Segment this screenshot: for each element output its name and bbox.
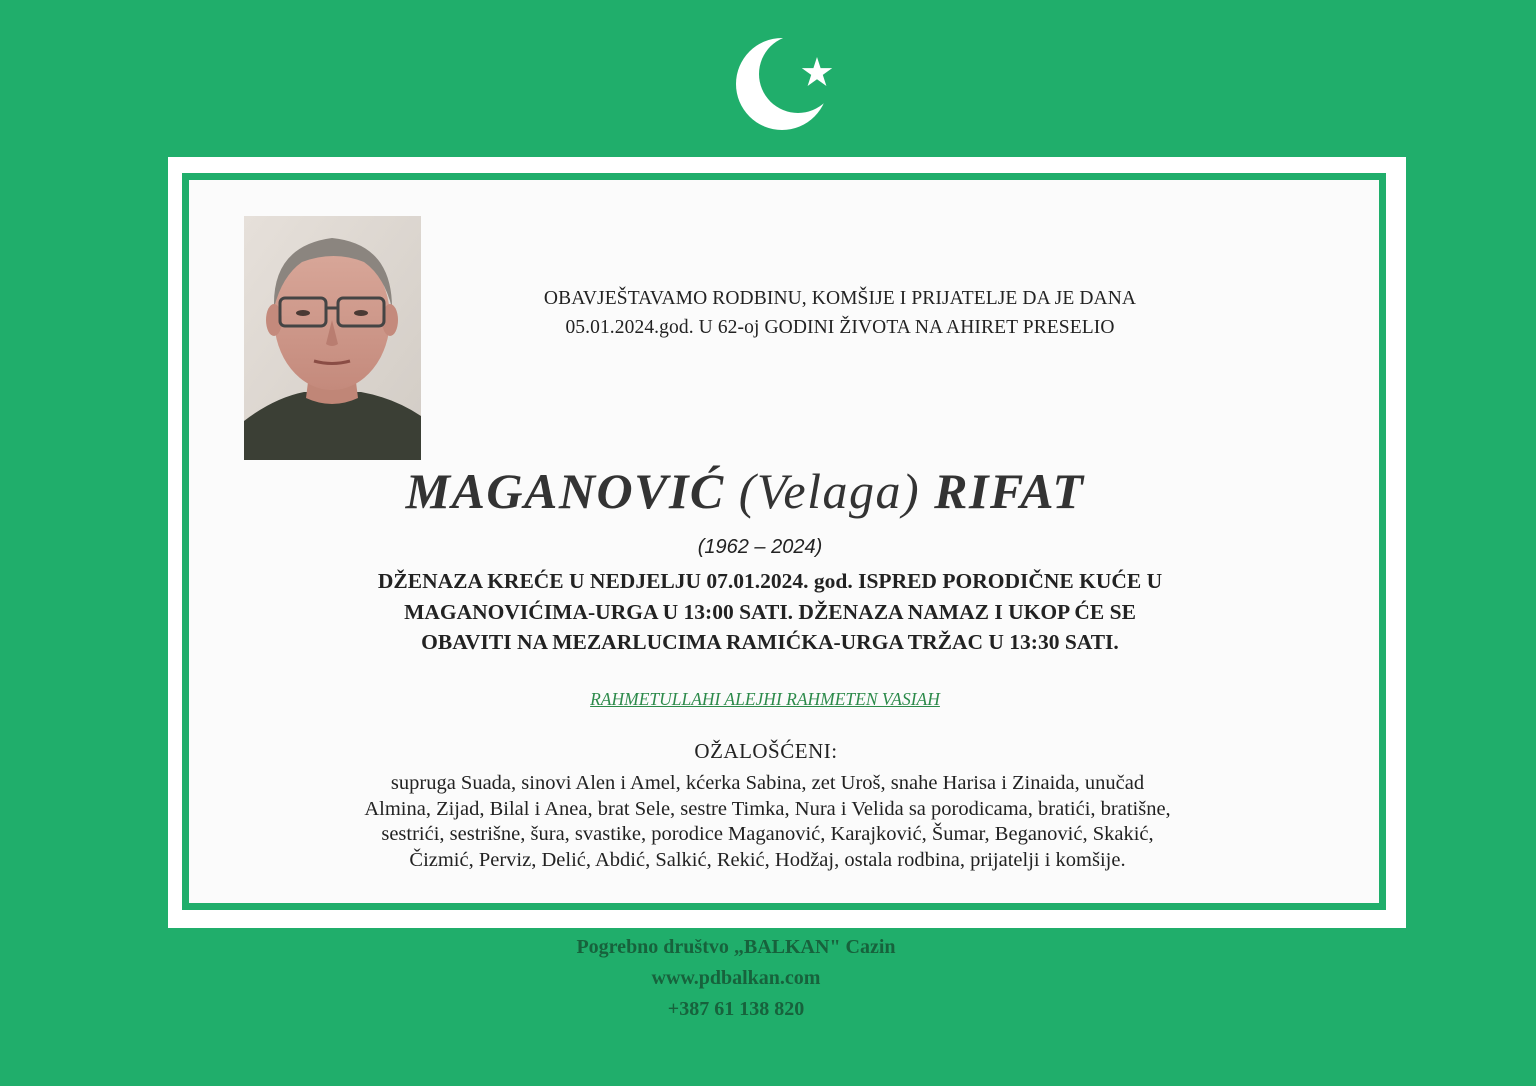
deceased-portrait-photo xyxy=(244,216,421,460)
announcement-intro xyxy=(420,284,1260,342)
funeral-details-line-3: OBAVITI NA MEZARLUCIMA RAMIĆKA-URGA TRŽAC U 13:30 SATI. xyxy=(421,630,1119,654)
deceased-surname: MAGANOVIĆ xyxy=(405,463,725,519)
funeral-details-line-1: DŽENAZA KREĆE U NEDJELJU 07.01.2024. god. ISPRED PORODIČNE KUĆE U xyxy=(377,569,1163,593)
deceased-name xyxy=(300,462,1190,520)
mourners-heading: OŽALOŠĆENI: xyxy=(694,739,838,763)
life-years: (1962 – 2024) xyxy=(697,536,823,558)
mourners-line-1: supruga Suada, sinovi Alen i Amel, kćerka Sabina, zet Uroš, snahe Harisa i Zinaida, unučad xyxy=(390,772,1145,794)
announcement-intro-line-2: 05.01.2024.god. U 62-oj GODINI ŽIVOTA NA AHIRET PRESELIO xyxy=(565,317,1115,338)
funeral-details xyxy=(240,566,1300,658)
mourners-list xyxy=(230,771,1305,873)
announcement-intro-line-1: OBAVJEŠTAVAMO RODBINU, KOMŠIJE I PRIJATELJE DA JE DANA xyxy=(543,288,1137,309)
mourners-line-2: Almina, Zijad, Bilal i Anea, brat Sele, sestre Timka, Nura i Velida sa porodicama, bratići, bratišne, xyxy=(364,797,1171,820)
funeral-details-line-2: MAGANOVIĆIMA-URGA U 13:00 SATI. DŽENAZA NAMAZ I UKOP ĆE SE xyxy=(404,599,1136,624)
deceased-first-name: RIFAT xyxy=(934,463,1085,519)
deceased-nickname: (Velaga) xyxy=(738,463,921,519)
mourners-line-3: sestrići, sestrišne, šura, svastike, porodice Maganović, Karajković, Šumar, Beganović, Skakić, xyxy=(381,823,1154,845)
funeral-company-phone: +387 61 138 820 xyxy=(667,998,805,1020)
mourners-line-4: Čizmić, Perviz, Delić, Abdić, Salkić, Rekić, Hodžaj, ostala rodbina, prijatelji i komšije. xyxy=(409,848,1126,871)
funeral-company-website: www.pdbalkan.com xyxy=(651,967,821,989)
crescent-and-star-icon xyxy=(730,28,840,138)
funeral-company-name: Pogrebno društvo „BALKAN" Cazin xyxy=(576,936,896,958)
dua-prayer-line: RAHMETULLAHI ALEJHI RAHMETEN VASIAH xyxy=(590,689,940,709)
funeral-company-footer xyxy=(436,932,1036,1025)
